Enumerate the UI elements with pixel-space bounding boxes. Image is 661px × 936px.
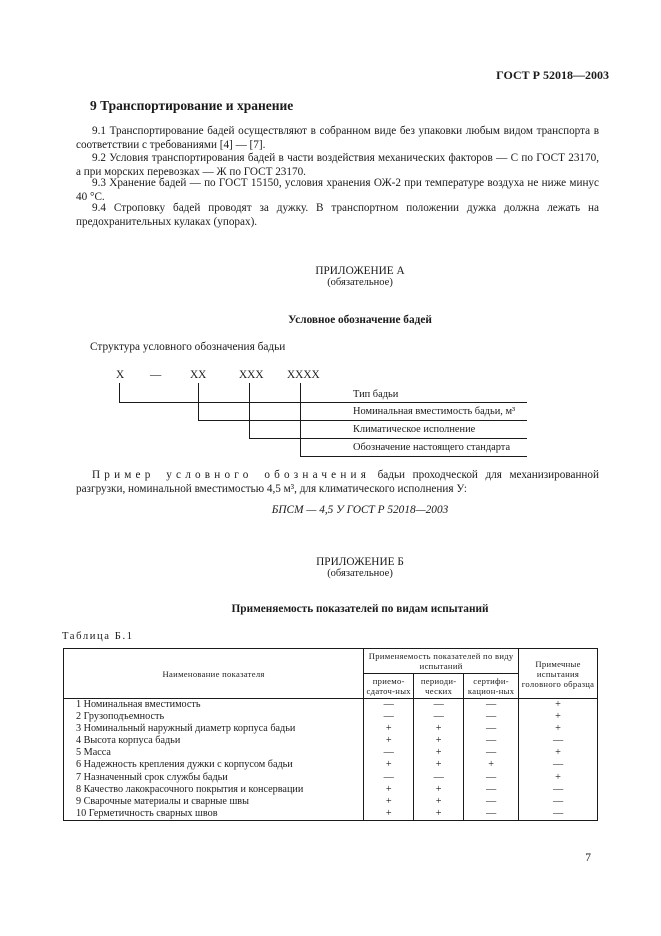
table-row: 4 Высота корпуса бадьи + + — — — [64, 735, 598, 747]
schema-code-climate: ХХХ — [239, 369, 264, 381]
table-row: 1 Номинальная вместимость — — — + — [64, 699, 598, 712]
schema-line — [119, 402, 527, 403]
schema-intro: Структура условного обозначения бадьи — [90, 341, 286, 353]
paragraph-9-3: 9.3 Хранение бадей — по ГОСТ 15150, условия хранения ОЖ-2 при температуре воздуха не ниже минус 40 °С. — [76, 177, 599, 203]
schema-code-type: Х — [116, 369, 125, 381]
table-row: 5 Масса — + — + — [64, 747, 598, 759]
example-label: Пример условного обозначения — [92, 469, 371, 481]
header-notes: Примечные испытания головного образца — [519, 649, 598, 699]
table-row: 2 Грузоподъемность — — — + — [64, 711, 598, 723]
header-certification: сертифи-кацион-ных — [464, 674, 519, 699]
schema-line — [198, 383, 199, 421]
header-periodic: периоди-ческих — [414, 674, 464, 699]
table-row: 9 Сварочные материалы и сварные швы + + — — — [64, 796, 598, 808]
paragraph-9-1: 9.1 Транспортирование бадей осуществляют в собранном виде без упаковки любым видом транспорта в соответствии с требованиями [4] — [7]. — [76, 125, 599, 151]
appendix-b-title: ПРИЛОЖЕНИЕ Б — [316, 556, 404, 568]
schema-line — [249, 383, 250, 439]
paragraph-9-4: 9.4 Строповку бадей проводят за дужку. В транспортном положении дужка должна лежать на предохранительных кулаках (упорах). — [76, 202, 599, 228]
header-applicability: Применяемость показателей по виду испытаний — [364, 649, 519, 674]
schema-line — [300, 383, 301, 457]
table-row: 6 Надежность крепления дужки с корпусом бадьи + + + — — [64, 759, 598, 771]
schema-line — [300, 456, 527, 457]
schema-code-dash: — — [150, 369, 162, 381]
table-row: 3 Номинальный наружный диаметр корпуса бадьи + + — + — [64, 723, 598, 735]
example-paragraph: Пример условного обозначения бадьи проходческой для механизированной разгрузки, номинальной вместимостью 4,5 м³, для климатического исполнения У: — [76, 469, 599, 495]
appendix-b-heading: Применяемость показателей по видам испытаний — [231, 603, 489, 615]
appendix-a-heading: Условное обозначение бадей — [288, 314, 432, 326]
schema-line — [119, 383, 120, 403]
indicators-table — [63, 648, 598, 821]
appendix-b-status: (обязательное) — [327, 568, 393, 579]
schema-line — [249, 438, 527, 439]
schema-label-type: Тип бадьи — [353, 389, 399, 400]
schema-label-standard: Обозначение настоящего стандарта — [353, 442, 511, 453]
table-row: 10 Герметичность сварных швов + + — — — [64, 808, 598, 821]
table-row: 7 Назначенный срок службы бадьи — — — + — [64, 772, 598, 784]
schema-code-volume: ХХ — [190, 369, 207, 381]
table-caption: Таблица Б.1 — [62, 631, 134, 642]
schema-line — [198, 420, 527, 421]
header-acceptance: приемо-сдаточ-ных — [364, 674, 414, 699]
page-number: 7 — [585, 852, 591, 864]
appendix-a-status: (обязательное) — [327, 277, 393, 288]
table-row: 8 Качество лакокрасочного покрытия и консервации + + — — — [64, 784, 598, 796]
schema-label-climate: Климатическое исполнение — [353, 424, 476, 435]
document-header: ГОСТ Р 52018—2003 — [496, 68, 609, 82]
section-9-title: 9 Транспортирование и хранение — [90, 98, 294, 113]
schema-label-volume: Номинальная вместимость бадьи, м³ — [353, 406, 516, 417]
paragraph-9-2: 9.2 Условия транспортирования бадей в части воздействия механических факторов — С по ГОСТ 23170, а при морских перевозках — Ж по ГОСТ 23170. — [76, 152, 599, 178]
appendix-a-title: ПРИЛОЖЕНИЕ А — [315, 265, 405, 277]
schema-code-standard: ХХХХ — [287, 369, 320, 381]
example-code: БПСМ — 4,5 У ГОСТ Р 52018—2003 — [271, 504, 449, 516]
header-indicator-name: Наименование показателя — [64, 649, 364, 699]
table-body — [64, 699, 598, 821]
